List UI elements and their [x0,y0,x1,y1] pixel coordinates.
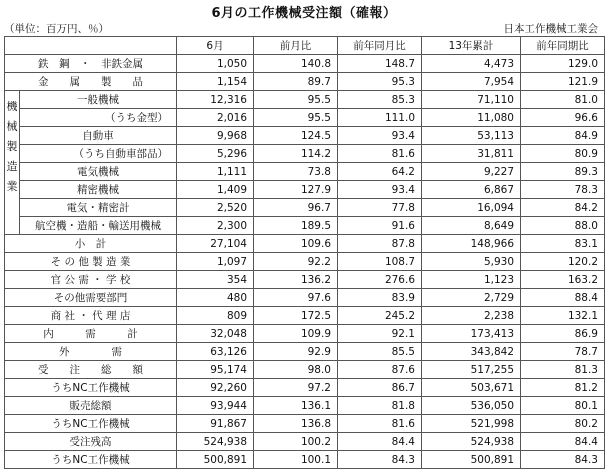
row-value: 87.8 [338,235,422,253]
table-row [5,145,605,163]
row-value: 27,104 [177,235,254,253]
table-row [5,253,605,271]
row-value: 97.2 [254,379,338,397]
row-value: 77.8 [338,199,422,217]
row-value: 136.1 [254,397,338,415]
row-value: 11,080 [422,109,521,127]
row-value: 172.5 [254,307,338,325]
row-label: 内 需 計 [5,325,177,343]
row-value: 92.2 [254,253,338,271]
table-row [5,235,605,253]
row-value: 480 [177,289,254,307]
table-row [5,379,605,397]
row-label: 電気機械 [20,163,177,181]
row-value: 64.2 [338,163,422,181]
table-row [5,433,605,451]
group-label-char: 機 [6,100,18,113]
table-row [5,109,605,127]
row-label: （うち金型） [20,109,177,127]
table-row [5,163,605,181]
row-value: 1,154 [177,73,254,91]
row-value: 6,867 [422,181,521,199]
row-label: 受注残高 [5,433,177,451]
row-value: 89.7 [254,73,338,91]
table-row [5,325,605,343]
row-value: 89.3 [521,163,605,181]
row-label: 販売総額 [5,397,177,415]
table-row [5,55,605,73]
row-value: 80.1 [521,397,605,415]
row-label: 小 計 [5,235,177,253]
row-value: 114.2 [254,145,338,163]
table-body [5,55,605,469]
group-label-char: 製 [6,140,18,153]
row-value: 2,729 [422,289,521,307]
row-value: 500,891 [422,451,521,469]
row-label: 官 公 需 ・ 学 校 [5,271,177,289]
table-row [5,343,605,361]
row-value: 98.0 [254,361,338,379]
row-label: うちNC工作機械 [5,451,177,469]
row-value: 2,016 [177,109,254,127]
row-value: 354 [177,271,254,289]
row-value: 95.5 [254,91,338,109]
row-value: 81.2 [521,379,605,397]
row-value: 2,300 [177,217,254,235]
row-value: 84.2 [521,199,605,217]
row-value: 124.5 [254,127,338,145]
row-value: 92,260 [177,379,254,397]
row-value: 16,094 [422,199,521,217]
row-label: 受 注 総 額 [5,361,177,379]
row-value: 100.2 [254,433,338,451]
row-value: 80.2 [521,415,605,433]
group-label-char: 業 [6,180,18,193]
row-value: 127.9 [254,181,338,199]
table-row [5,91,605,109]
row-value: 4,473 [422,55,521,73]
row-value: 95.5 [254,109,338,127]
row-value: 84.3 [521,451,605,469]
row-value: 85.5 [338,343,422,361]
row-label: 航空機・造船・輸送用機械 [20,217,177,235]
row-value: 81.6 [338,415,422,433]
row-value: 81.6 [338,145,422,163]
row-value: 148,966 [422,235,521,253]
header-ytd-yoy: 前年同期比 [521,37,605,55]
row-value: 503,671 [422,379,521,397]
row-value: 73.8 [254,163,338,181]
row-value: 78.3 [521,181,605,199]
header-row [5,37,605,55]
row-value: 84.9 [521,127,605,145]
row-value: 517,255 [422,361,521,379]
row-label: 自動車 [20,127,177,145]
row-value: 1,409 [177,181,254,199]
table-row [5,73,605,91]
row-label: 金 属 製 品 [5,73,177,91]
row-value: 276.6 [338,271,422,289]
row-value: 163.2 [521,271,605,289]
row-value: 140.8 [254,55,338,73]
machinery-group-label [5,91,20,235]
row-value: 7,954 [422,73,521,91]
row-value: 93,944 [177,397,254,415]
table-row [5,181,605,199]
table-row [5,289,605,307]
group-label-char: 造 [6,160,18,173]
row-value: 2,520 [177,199,254,217]
row-value: 93.4 [338,127,422,145]
row-value: 9,968 [177,127,254,145]
row-value: 86.9 [521,325,605,343]
row-value: 1,050 [177,55,254,73]
row-value: 521,998 [422,415,521,433]
row-label: 外 需 [5,343,177,361]
row-value: 88.4 [521,289,605,307]
row-label: 電気・精密計 [20,199,177,217]
row-value: 5,296 [177,145,254,163]
row-value: 524,938 [177,433,254,451]
row-value: 12,316 [177,91,254,109]
row-value: 32,048 [177,325,254,343]
row-value: 343,842 [422,343,521,361]
row-value: 63,126 [177,343,254,361]
row-label: （うち自動車部品） [20,145,177,163]
row-value: 97.6 [254,289,338,307]
row-label: 一般機械 [20,91,177,109]
row-value: 1,111 [177,163,254,181]
row-value: 85.3 [338,91,422,109]
row-value: 136.8 [254,415,338,433]
row-value: 809 [177,307,254,325]
table-row [5,127,605,145]
table-row [5,199,605,217]
row-label: うちNC工作機械 [5,379,177,397]
row-value: 92.9 [254,343,338,361]
row-label: その他需要部門 [5,289,177,307]
table-row [5,415,605,433]
table-row [5,361,605,379]
page-title: 6月の工作機械受注額（確報） [211,6,397,21]
row-value: 80.9 [521,145,605,163]
row-value: 109.6 [254,235,338,253]
row-value: 86.7 [338,379,422,397]
row-value: 84.3 [338,451,422,469]
group-label-char: 械 [6,120,18,133]
table-row [5,271,605,289]
row-value: 53,113 [422,127,521,145]
row-value: 81.8 [338,397,422,415]
row-value: 91.6 [338,217,422,235]
row-value: 84.4 [521,433,605,451]
row-value: 2,238 [422,307,521,325]
header-month: 6月 [177,37,254,55]
row-value: 88.0 [521,217,605,235]
row-label: 鉄 鋼 ・ 非鉄金属 [5,55,177,73]
row-value: 1,097 [177,253,254,271]
header-yoy: 前年同月比 [338,37,422,55]
row-value: 173,413 [422,325,521,343]
row-value: 93.4 [338,181,422,199]
table-row [5,217,605,235]
row-value: 95,174 [177,361,254,379]
row-value: 84.4 [338,433,422,451]
row-value: 96.7 [254,199,338,217]
row-value: 109.9 [254,325,338,343]
row-value: 78.7 [521,343,605,361]
row-value: 83.1 [521,235,605,253]
source-note: 日本工作機械工業会 [503,23,598,35]
row-value: 111.0 [338,109,422,127]
row-value: 8,649 [422,217,521,235]
row-value: 92.1 [338,325,422,343]
header-blank [5,37,177,55]
row-value: 100.1 [254,451,338,469]
row-label: 商 社 ・ 代 理 店 [5,307,177,325]
row-value: 536,050 [422,397,521,415]
row-value: 1,123 [422,271,521,289]
orders-table [4,36,605,469]
row-value: 148.7 [338,55,422,73]
row-value: 245.2 [338,307,422,325]
row-label: そ の 他 製 造 業 [5,253,177,271]
unit-note: （単位：百万円、％） [4,23,109,35]
row-label: 精密機械 [20,181,177,199]
row-value: 71,110 [422,91,521,109]
row-value: 5,930 [422,253,521,271]
row-value: 83.9 [338,289,422,307]
row-value: 81.0 [521,91,605,109]
row-value: 524,938 [422,433,521,451]
row-value: 31,811 [422,145,521,163]
row-value: 87.6 [338,361,422,379]
row-value: 136.2 [254,271,338,289]
row-value: 9,227 [422,163,521,181]
table-row [5,397,605,415]
row-value: 132.1 [521,307,605,325]
header-ytd: 13年累計 [422,37,521,55]
row-value: 91,867 [177,415,254,433]
row-value: 81.3 [521,361,605,379]
row-value: 108.7 [338,253,422,271]
row-value: 120.2 [521,253,605,271]
row-value: 121.9 [521,73,605,91]
table-row [5,451,605,469]
row-value: 189.5 [254,217,338,235]
row-label: うちNC工作機械 [5,415,177,433]
header-mom: 前月比 [254,37,338,55]
row-value: 96.6 [521,109,605,127]
table-row [5,307,605,325]
row-value: 500,891 [177,451,254,469]
row-value: 129.0 [521,55,605,73]
row-value: 95.3 [338,73,422,91]
